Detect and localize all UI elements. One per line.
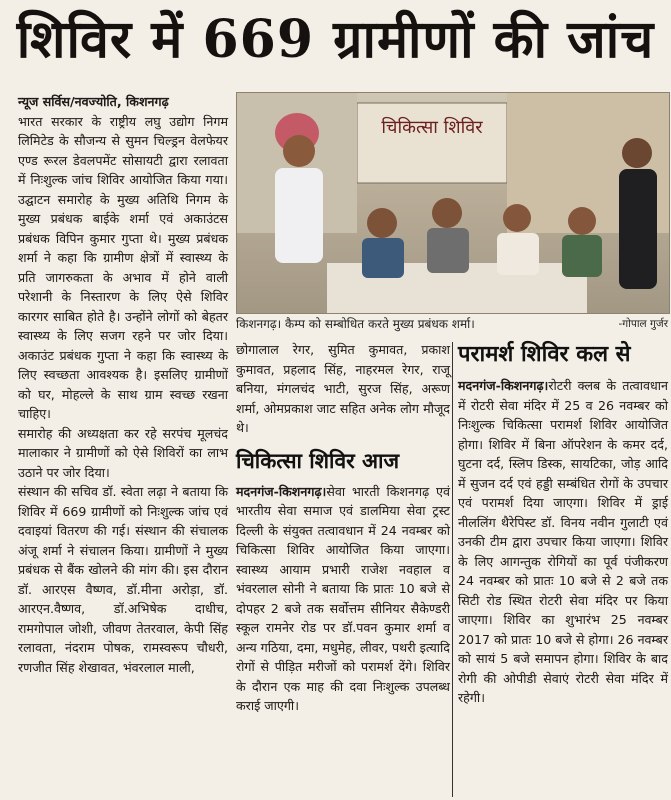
paramarsh-dateline: मदनगंज-किशनगढ़। <box>458 378 549 393</box>
middle-column <box>236 340 450 716</box>
page-headline: शिविर में 669 ग्रामीणों की जांच <box>16 9 655 70</box>
photo-caption <box>236 314 668 334</box>
photo-caption-text: किशनगढ़। कैम्प को सम्बोधित करते मुख्य प्रबंधक शर्मा। <box>236 317 475 331</box>
chikitsa-body: सेवा भारती किशनगढ़ एवं भारतीय सेवा समाज एवं डालमिया सेवा ट्रस्ट दिल्ली के संयुक्त तत्वावधान में 24 नवम्बर को चिकित्सा शिविर आयोजित किया जाएगा। स्वास्थ्य आयाम प्रभारी राजेश नवहाल व भंवरलाल सोनी ने बताया कि प्रातः 10 बजे से दोपहर 2 बजे तक सर्वोत्तम सीनियर सैकेण्डरी स्कूल रामनेर रोड पर डॉ.पवन कुमार शर्मा व अन्य गठिया, दमा, मधुमेह, लीवर, पथरी इत्यादि रोगों से पीड़ित मरीजों को परामर्श देंगे। शिविर के दौरान एक माह की दवा निःशुल्क उपलब्ध कराई जाएगी। <box>236 483 450 713</box>
main-article-paragraph: भारत सरकार के राष्ट्रीय लघु उद्योग निगम लिमिटेड के सौजन्य से सुमन चिल्ड्रन वेलफेयर एण्ड रूरल डेवलपमेंट सोसायटी द्वारा रलावता में निःशुल्क जांच शिविर आयोजित किया गया। उद्घाटन समारोह के मुख्य अतिथि निगम के मुख्य प्रबंधक बाईके शर्मा एवं अकाउंटस प्रबंधक विपिन कुमार गुप्ता थे। मुख्य प्रबंधक शर्मा ने कहा कि ग्रामीण क्षेत्रों में स्वास्थ्य के प्रति जागरुकता के अभाव में होने वाली परेशानी के निस्तारण के लिए ऐसे शिविर कारगर साबित होते है। उन्होंने लोगों को बेहतर स्वास्थ्य के लिए सजग रहने पर जोर दिया। अकाउंट प्रबंधक गुप्ता ने कहा कि स्वास्थ्य के लिए स्वच्छता आवश्यक है। इसलिए ग्रामीणों को घर, मोहल्ले के साथ ग्राम स्वच्छ रखना चाहिए। <box>18 113 228 421</box>
paramarsh-heading: परामर्श शिविर कल से <box>458 342 631 367</box>
banner-text: चिकित्सा शिविर <box>381 117 483 138</box>
paramarsh-body: रोटरी क्लब के तत्वावधान में रोटरी सेवा मंदिर में 25 व 26 नवम्बर को निःशुल्क चिकित्सा परामर्श शिविर आयोजित होगा। शिविर में बिना ऑपरेशन के कमर दर्द, घुटना दर्द, स्लिप डिस्क, सायटिका, जोड़ आदि में सुजन दर्द एवं हड्डी सम्बंधित रोगों के उपचार एवं परामर्श दिया जाएगा। शिविर में ड्राई नीललिंग थैरेपिस्ट डॉ. विनय नवीन गुलाटी एवं उनकी टीम द्वारा उपचार किया जाएगा। शिविर के लिए आगन्तुक रोगियों का पूर्व पंजीकरण 24 नवम्बर को प्रातः 10 बजे से 2 बजे तक सिटी रोड स्थित रोटरी सेवा मंदिर पर किया जाएगा। शिविर का शुभारंभ 25 नवम्बर 2017 को प्रातः 10 बजे से होगा। 26 नवम्बर को सायं 5 बजे समापन होगा। शिविर के बाद रोगी की ओपीडी सेवाएं रोटरी सेवा मंदिर में रहेगी। <box>458 378 668 705</box>
photo-credit: -गोपाल गुर्जर <box>618 318 668 330</box>
main-article-continuation: छोगालाल रेगर, सुमित कुमावत, प्रकाश कुमावत, प्रहलाद सिंह, नाहरमल रेगर, राजू बनिया, मंगलचंद भाटी, सुरज सिंह, अरूण शर्मा, ओमप्रकाश जाट सहित अनेक लोग मौजूद थे। <box>236 342 450 435</box>
right-column <box>458 340 668 708</box>
main-article-paragraph: समारोह की अध्यक्षता कर रहे सरपंच मूलचंद मालाकार ने ग्रामीणों को ऐसे शिविरों का लाभ उठाने पर जोर दिया। <box>18 425 228 480</box>
event-photo-illustration <box>237 93 669 313</box>
chikitsa-heading: चिकित्सा शिविर आज <box>236 448 400 473</box>
main-article-dateline: न्यूज सर्विस/नवज्योति, किशनगढ़ <box>18 94 169 109</box>
chikitsa-dateline: मदनगंज-किशनगढ़। <box>236 483 327 499</box>
main-article-paragraph: संस्थान की सचिव डॉ. स्वेता लढ़ा ने बताया कि शिविर में 669 ग्रामीणों को निःशुल्क जांच एवं दवाइयां वितरण की गई। संस्थान की संचालक अंजू शर्मा ने संचालन किया। ग्रामीणों ने मुख्य प्रबंधक से बैंक खोलने की मांग की। इस दौरान डॉ. आरएस वैष्णव, डॉ.मीना अरोड़ा, डॉ. आरएन.वैष्णव, डॉ.अभिषेक दाधीच, रामगोपाल जोशी, जीवण तेतरवाल, केपी सिंह रलावता, नंदराम पोषक, रामस्वरूप चौधरी, रणजीत सिंह शेखावत, भंवरलाल माली, <box>18 484 228 675</box>
main-article <box>18 92 228 677</box>
column-divider <box>452 342 453 797</box>
event-photo <box>236 92 670 314</box>
